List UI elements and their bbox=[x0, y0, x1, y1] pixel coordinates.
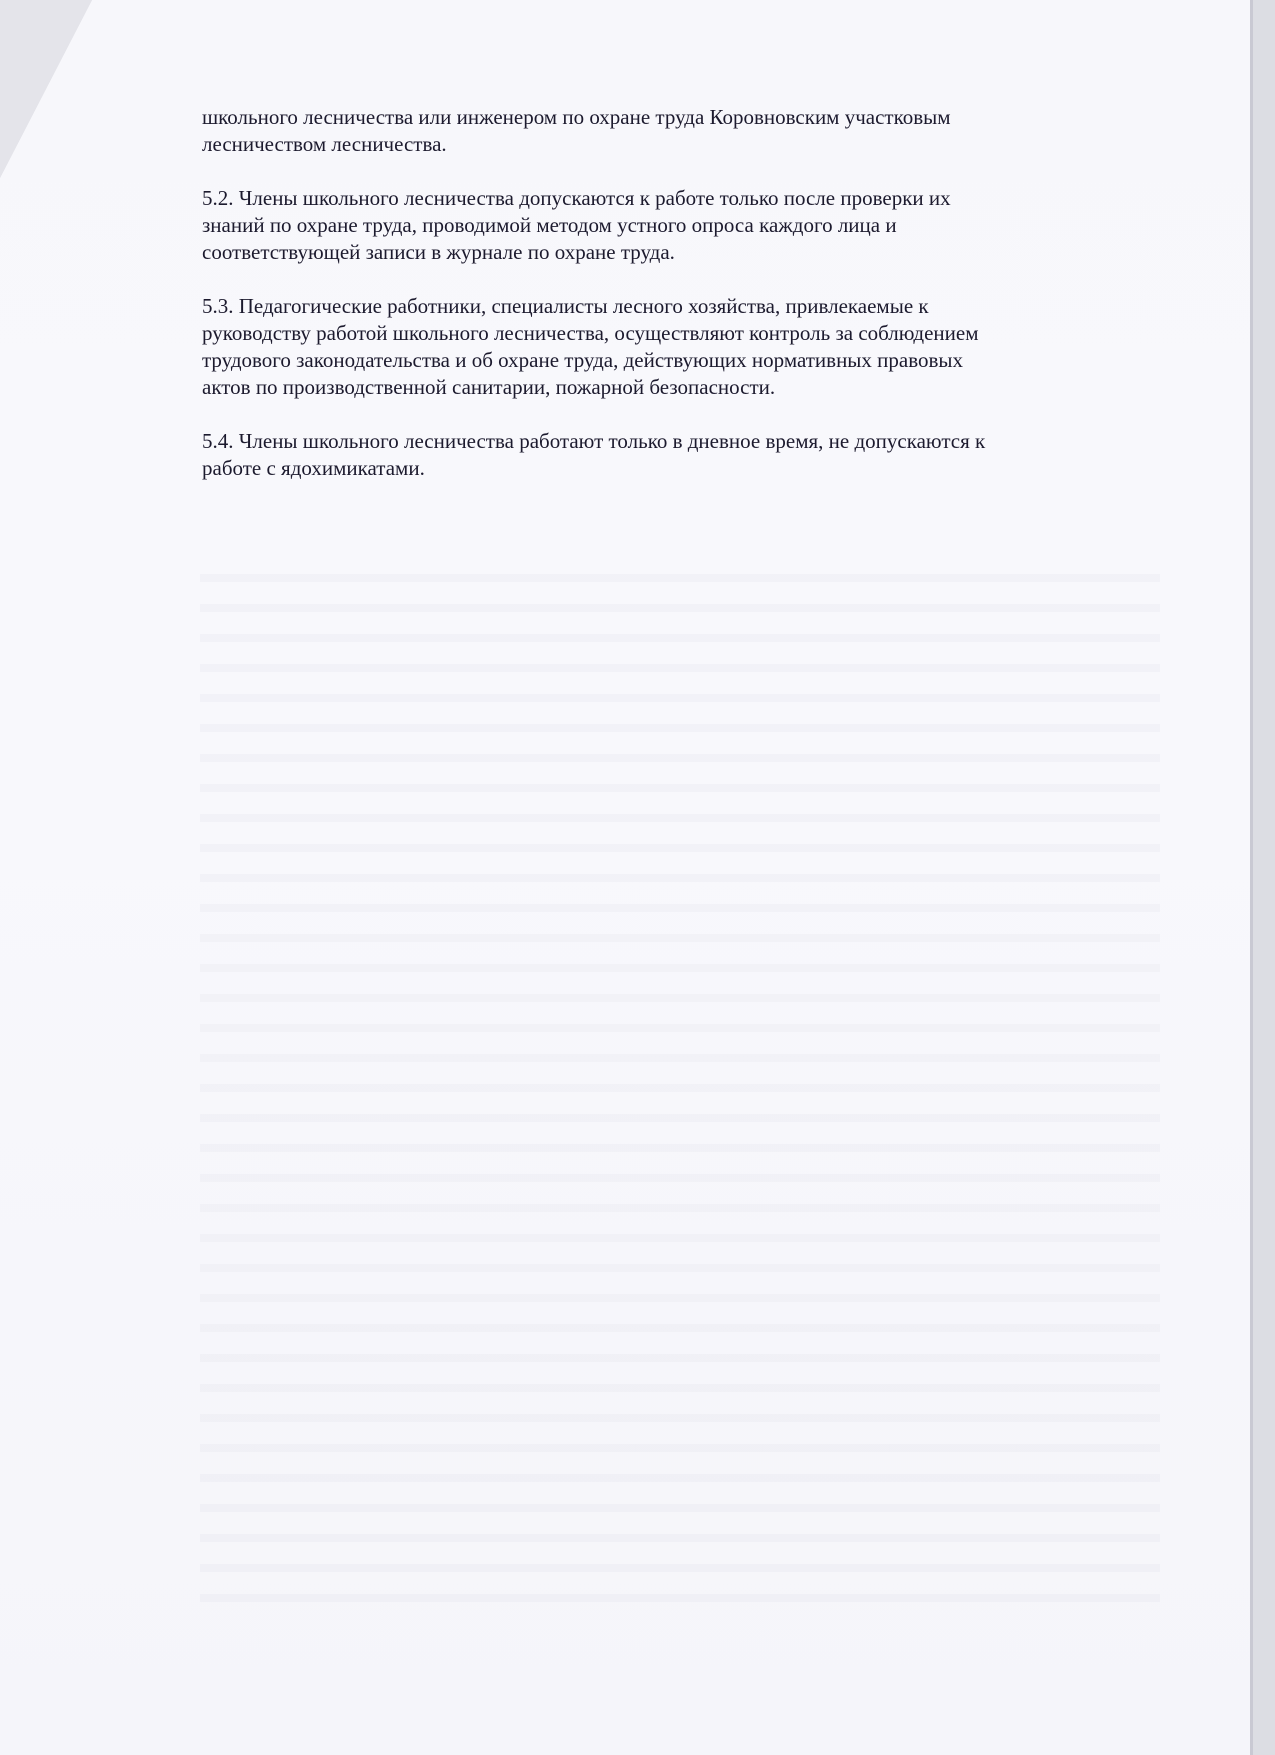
paragraph-5-1-continuation: школьного лесничества или инженером по охране труда Коровновским участковым лесничеством лесничества. bbox=[202, 105, 951, 156]
paper-edge bbox=[1250, 0, 1253, 1755]
paragraph-5-3: 5.3. Педагогические работники, специалисты лесного хозяйства, привлекаемые к руководству работой школьного лесничества, осуществляют контроль за соблюдением трудового законодательства и об охране труда, действующих нормативных правовых актов по производственной санитарии, пожарной безопасности. bbox=[202, 294, 979, 399]
paragraph-5-4: 5.4. Члены школьного лесничества работают только в дневное время, не допускаются к работе с ядохимикатами. bbox=[202, 429, 986, 480]
paragraph-5-2: 5.2. Члены школьного лесничества допускаются к работе только после проверки их знаний по охране труда, проводимой методом устного опроса каждого лица и соответствующей записи в журнале по охране труда. bbox=[202, 186, 951, 264]
document-body bbox=[202, 104, 1162, 509]
